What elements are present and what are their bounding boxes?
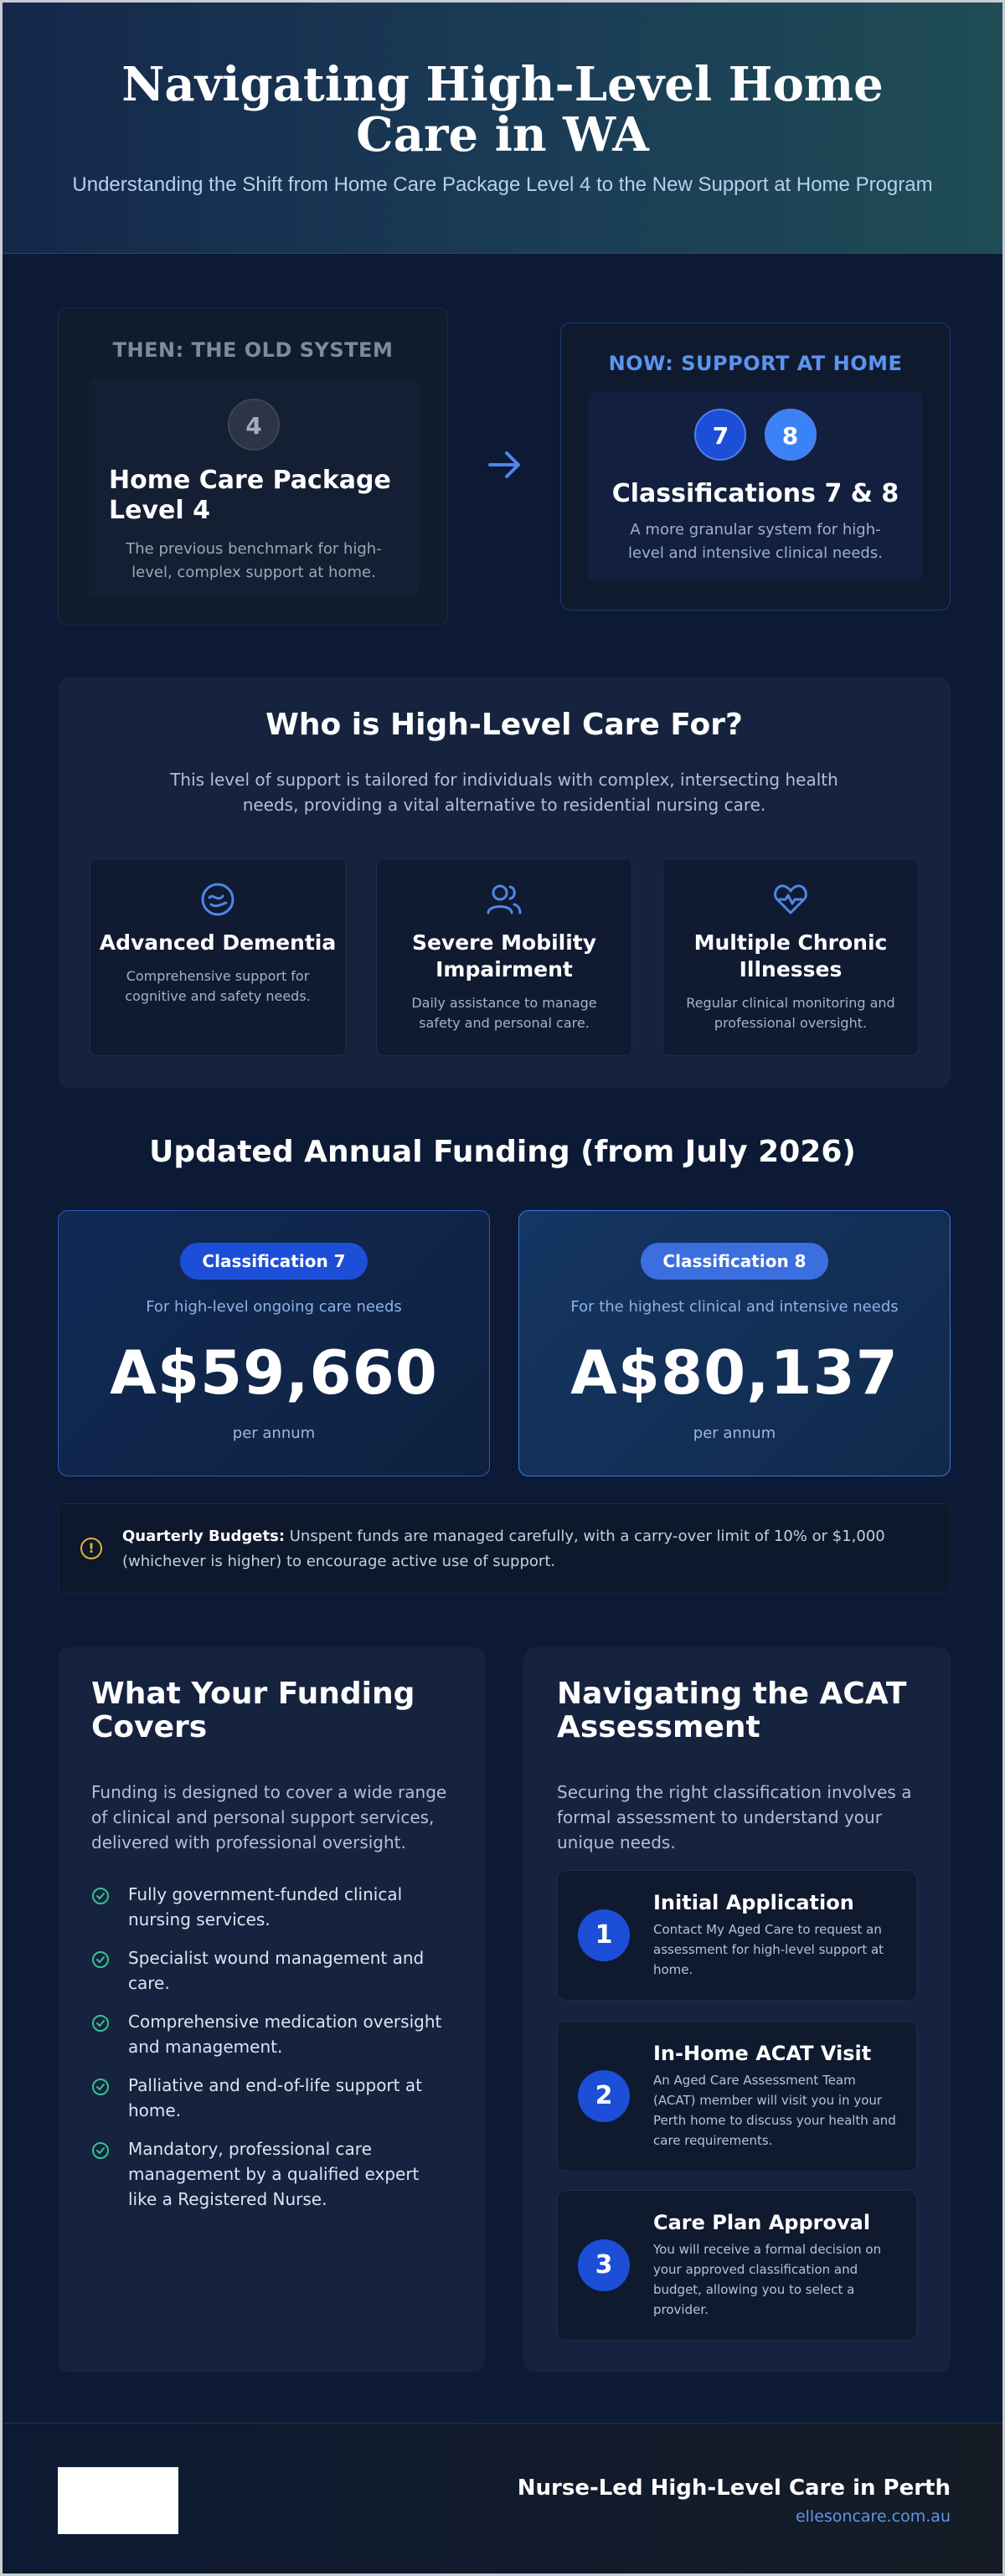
old-system-label: THEN: THE OLD SYSTEM [112, 338, 394, 362]
who-intro: This level of support is tailored for individuals with complex, intersecting health needs, providing a vital alternative to residential nursing care. [170, 770, 838, 815]
step-description: You will receive a formal decision on your approved classification and budget, allowing you to select a provider. [653, 2242, 882, 2317]
list-item [91, 1945, 451, 1996]
who-card-title: Multiple Chronic Illnesses [693, 930, 888, 981]
who-title: Who is High-Level Care For? [265, 708, 743, 742]
list-item-text: Specialist wound management and care. [128, 1948, 425, 1993]
step-title: Care Plan Approval [653, 2211, 871, 2234]
list-item-text: Fully government-funded clinical nursing services. [128, 1884, 403, 1929]
who-card-description: Comprehensive support for cognitive and safety needs. [125, 968, 311, 1004]
new-system-inner [588, 392, 923, 581]
acat-step-3 [557, 2190, 917, 2341]
old-system-title: Home Care Package Level 4 [109, 466, 391, 525]
acat-intro: Securing the right classification involves a formal assessment to understand your unique needs. [557, 1782, 912, 1852]
new-system-title: Classifications 7 & 8 [611, 479, 899, 508]
who-card-title: Advanced Dementia [99, 930, 337, 955]
users-icon [484, 879, 524, 920]
step-number: 1 [578, 1909, 630, 1961]
acat-title: Navigating the ACAT Assessment [557, 1677, 907, 1744]
list-item [91, 2009, 451, 2059]
acat-step-1 [557, 1870, 917, 2001]
footer-url[interactable]: ellesoncare.com.au [795, 2507, 951, 2526]
step-title: Initial Application [653, 1891, 854, 1914]
classification-7-badge: 7 [694, 409, 746, 461]
check-circle-icon [91, 2141, 110, 2160]
page-title: Navigating High-Level Home Care in WA [121, 57, 884, 162]
funding-period: per annum [232, 1425, 316, 1442]
funding-card-classification-7 [58, 1210, 490, 1476]
funding-card-classification-8 [518, 1210, 951, 1476]
funding-title: Updated Annual Funding (from July 2026) [149, 1135, 856, 1169]
arrow-right-icon [483, 443, 527, 487]
brain-icon [198, 879, 238, 920]
footer-title: Nurse-Led High-Level Care in Perth [517, 2476, 951, 2501]
acat-panel [523, 1647, 951, 2372]
list-item-text: Mandatory, professional care management by a qualified expert like a Registered Nurse. [128, 2139, 420, 2209]
classification-8-badge: 8 [765, 409, 817, 461]
funding-covers-panel [58, 1647, 485, 2372]
list-item [91, 2073, 451, 2123]
covers-title: What Your Funding Covers [91, 1677, 415, 1744]
funding-amount: A$80,137 [570, 1337, 899, 1408]
who-card-description: Regular clinical monitoring and professional oversight. [686, 995, 895, 1031]
heart-pulse-icon [770, 879, 811, 920]
old-system-inner [89, 379, 419, 596]
level-4-badge: 4 [228, 399, 280, 451]
note-text [122, 1524, 926, 1574]
who-card-dementia [90, 858, 346, 1056]
old-system-description: The previous benchmark for high-level, complex support at home. [126, 540, 382, 581]
who-card-description: Daily assistance to manage safety and personal care. [411, 995, 597, 1031]
new-system-description: A more granular system for high-level and intensive clinical needs. [628, 521, 883, 562]
step-description: Contact My Aged Care to request an assessment for high-level support at home. [653, 1922, 884, 1977]
covers-list [91, 1882, 451, 2212]
classification-badge: Classification 7 [180, 1243, 367, 1280]
who-card-mobility [376, 858, 632, 1056]
footer [3, 2423, 1002, 2573]
step-description: An Aged Care Assessment Team (ACAT) member will visit you in your Perth home to discuss your health and care requirements. [653, 2073, 896, 2148]
list-item-text: Palliative and end-of-life support at home. [128, 2075, 422, 2120]
alert-icon: ! [80, 1538, 102, 1559]
list-item [91, 1882, 451, 1932]
quarterly-budgets-note [58, 1503, 951, 1594]
who-card-chronic [662, 858, 919, 1056]
classification-badge: Classification 8 [641, 1243, 827, 1280]
step-number: 3 [578, 2239, 630, 2291]
check-circle-icon [91, 1950, 110, 1969]
logo [58, 2467, 178, 2534]
note-bold: Quarterly Budgets: [122, 1528, 286, 1545]
list-item-text: Comprehensive medication oversight and management. [128, 2012, 442, 2057]
acat-step-2 [557, 2021, 917, 2172]
step-title: In-Home ACAT Visit [653, 2042, 872, 2065]
check-circle-icon [91, 1887, 110, 1905]
covers-intro: Funding is designed to cover a wide range of clinical and personal support services, delivered with professional oversight. [91, 1782, 447, 1852]
note-body: Unspent funds are managed carefully, with a carry-over limit of 10% or $1,000 (whichever is higher) to encourage active use of support. [122, 1528, 885, 1570]
who-card-title: Severe Mobility Impairment [411, 930, 597, 981]
funding-subtitle: For the highest clinical and intensive needs [570, 1298, 899, 1316]
header [3, 3, 1002, 254]
check-circle-icon [91, 2014, 110, 2032]
funding-amount: A$59,660 [110, 1337, 438, 1408]
old-system-card [58, 307, 448, 626]
funding-subtitle: For high-level ongoing care needs [146, 1298, 402, 1316]
page-subtitle: Understanding the Shift from Home Care Package Level 4 to the New Support at Home Program [72, 173, 933, 196]
who-section [58, 677, 951, 1088]
check-circle-icon [91, 2078, 110, 2096]
list-item [91, 2136, 451, 2212]
new-system-label: NOW: SUPPORT AT HOME [608, 352, 903, 375]
funding-period: per annum [693, 1425, 776, 1442]
new-system-card [560, 322, 951, 611]
step-number: 2 [578, 2070, 630, 2122]
